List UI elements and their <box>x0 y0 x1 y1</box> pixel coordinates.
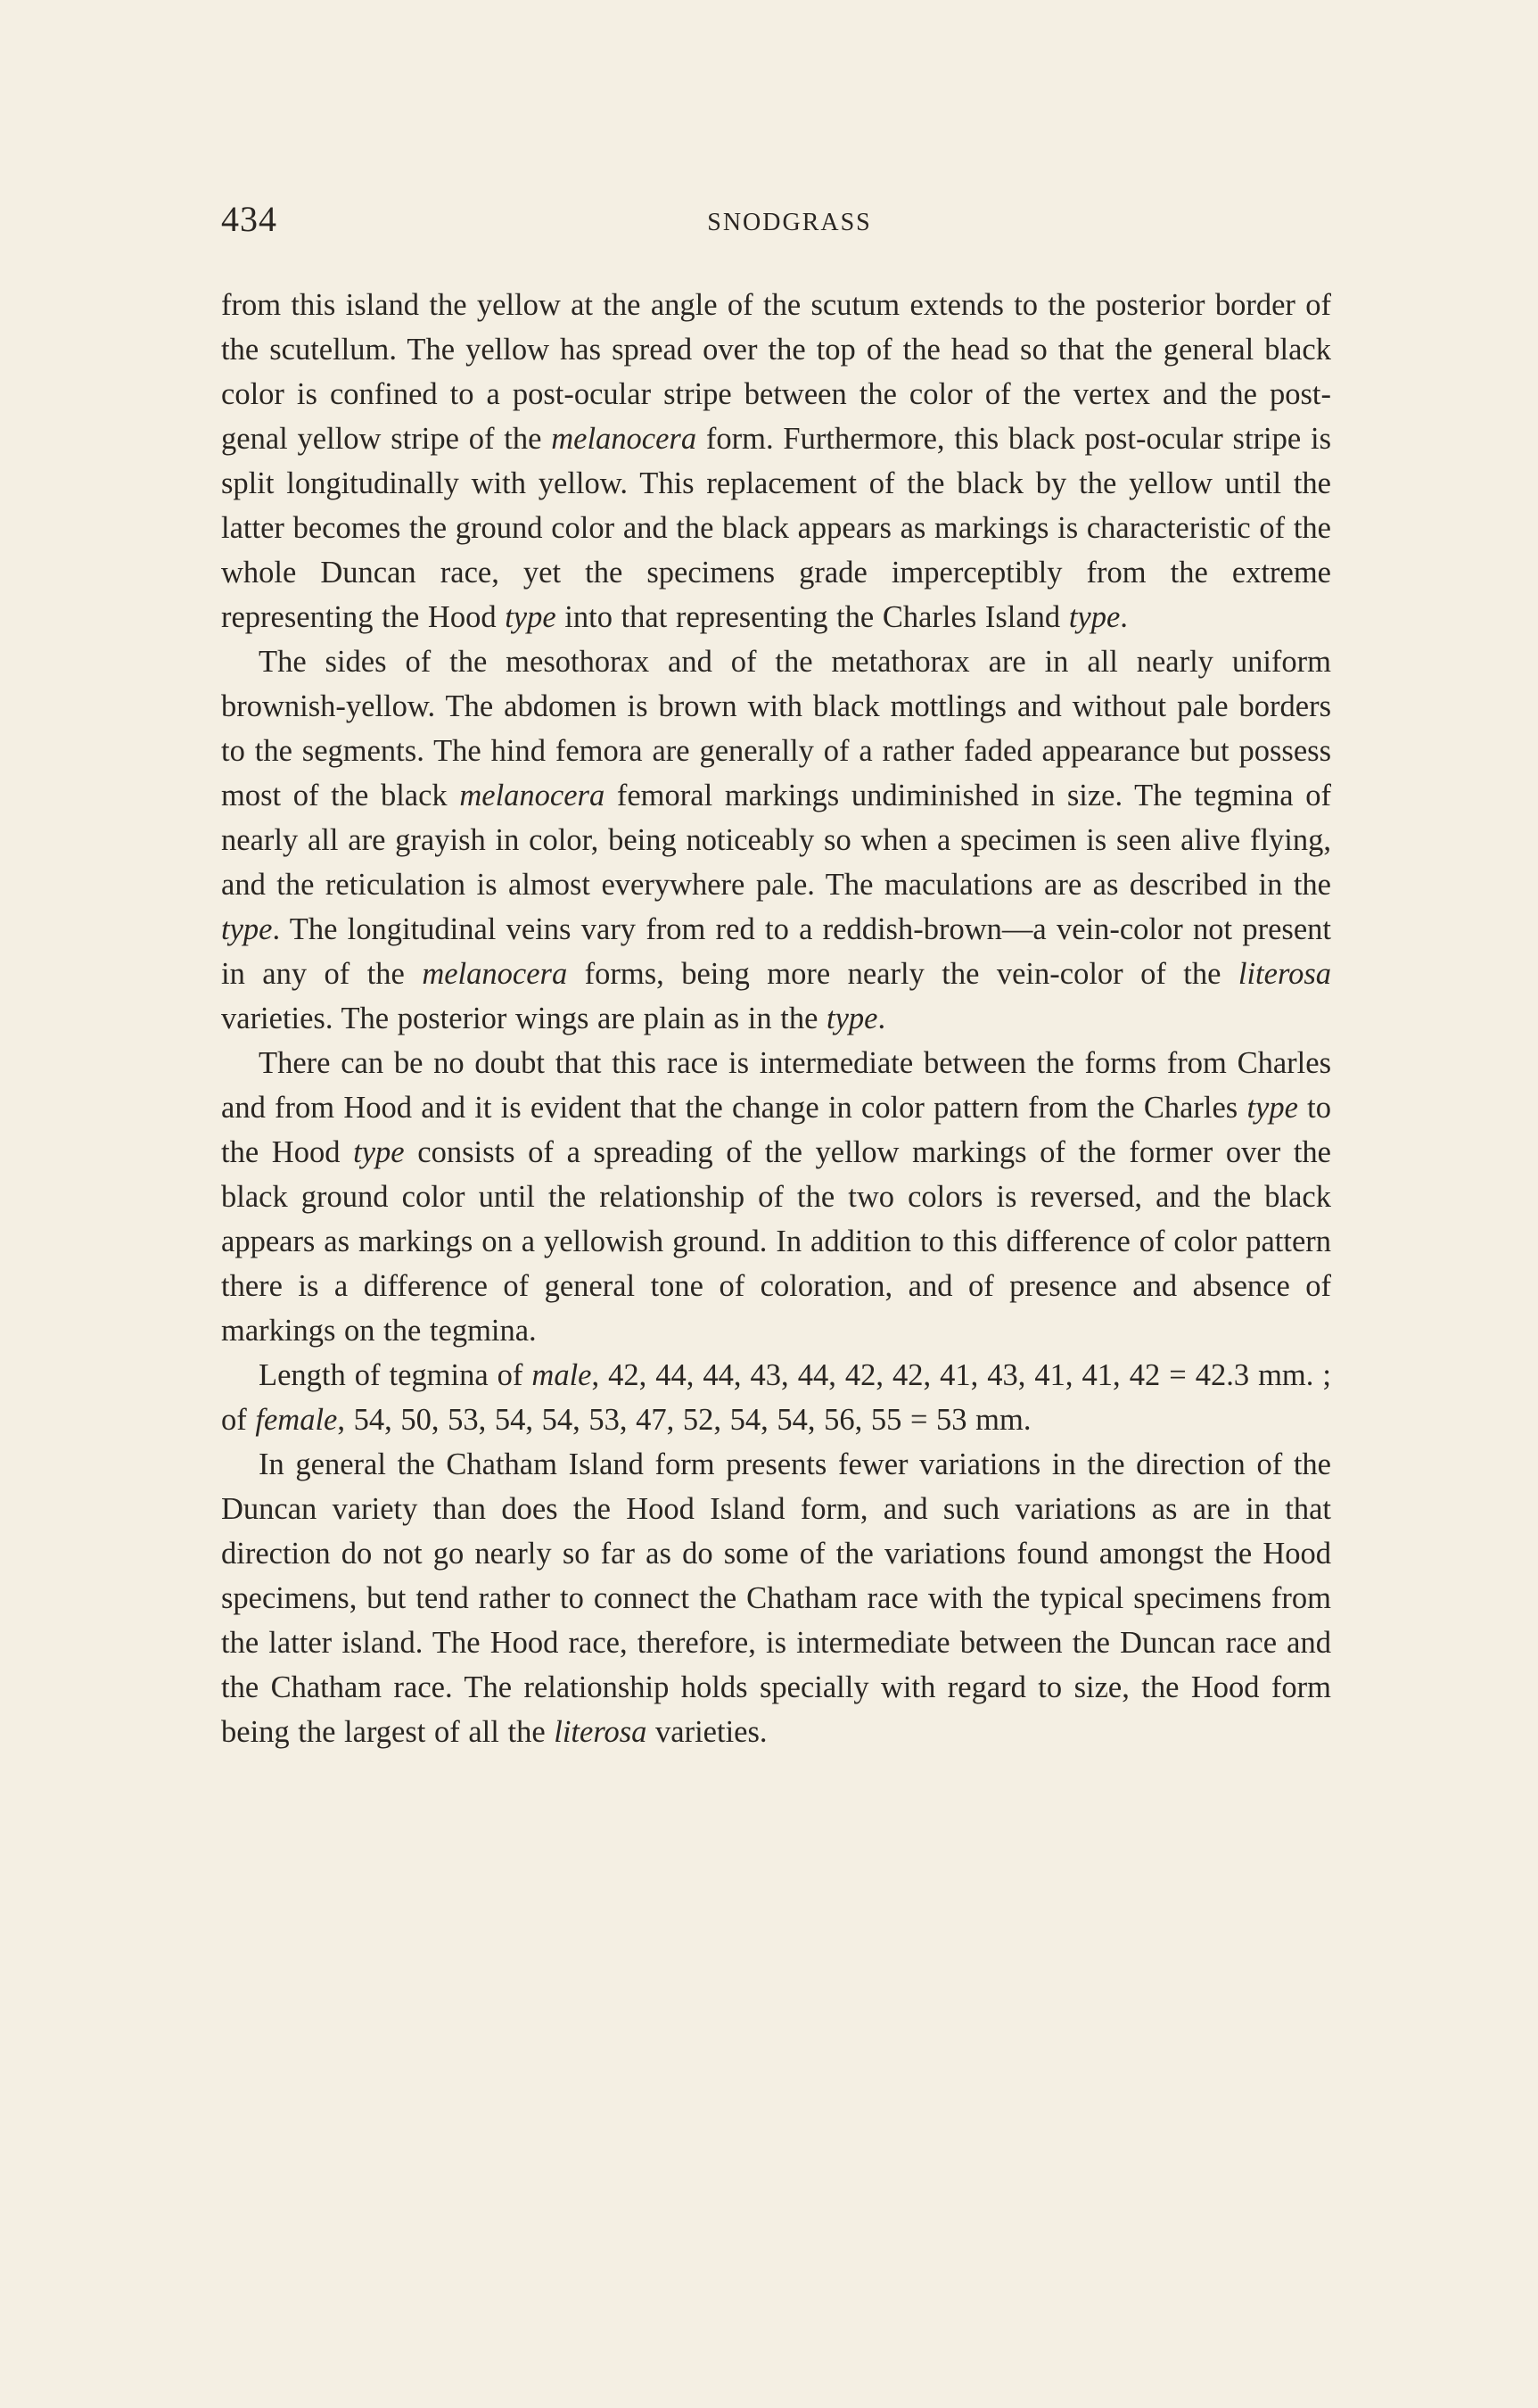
text-run: femoral markings undiminished in size. The tegmina of nearly all are grayish in color, being noticeably so when a specimen is seen alive flying, and the reticulation is almost everywhere pale. The maculations are as described in the <box>221 779 1331 902</box>
text-run: varieties. <box>646 1715 768 1749</box>
text-run: , 54, 50, 53, 54, 54, 53, 47, 52, 54, 54, 56, 55 = 53 mm. <box>337 1403 1032 1437</box>
text-run: . The longitudinal veins vary from red to a reddish-brown—a vein-color not present in any of the <box>221 912 1331 991</box>
text-run: from this island the yellow at the angle of the scutum extends to the posterior border of the scutellum. The yellow has spread over the top of the head so that the general black color is confined to a post-ocular stripe between the color of the vertex and the post-genal yellow stripe of the <box>221 288 1331 456</box>
text-run: to the Hood <box>221 1091 1331 1169</box>
text-run: . <box>877 1002 886 1035</box>
page-number: 434 <box>221 199 277 239</box>
running-head <box>221 198 1331 244</box>
running-title: SNODGRASS <box>707 209 872 236</box>
italic-term: melanocera <box>459 779 605 812</box>
body-text <box>221 283 1331 1754</box>
paragraph-2 <box>221 639 1331 1041</box>
text-run: Length of tegmina of <box>259 1358 532 1392</box>
text-run: consists of a spreading of the yellow markings of the former over the black ground color until the relationship of the two colors is reversed, and the black appears as markings on a yellowish ground. In addition to this difference of color pattern there is a difference of general tone of coloration, and of presence and absence of markings on the tegmina. <box>221 1135 1331 1348</box>
text-run: into that representing the Charles Island <box>555 600 1069 634</box>
italic-term: type <box>505 600 556 634</box>
text-run: forms, being more nearly the vein-color of the <box>567 957 1238 991</box>
text-run: varieties. The posterior wings are plain as in the <box>221 1002 827 1035</box>
text-run: form. Furthermore, this black post-ocular stripe is split longitudinally with yellow. This replacement of the black by the yellow until the latter becomes the ground color and the black appears as markings is characteristic of the whole Duncan race, yet the specimens grade imperceptibly from the extreme representing the Hood <box>221 422 1331 634</box>
text-run: In general the Chatham Island form presents fewer variations in the direction of the Duncan variety than does the Hood Island form, and such variations as are in that direction do not go nearly so far as do some of the variations found amongst the Hood specimens, but tend rather to connect the Chatham race with the typical specimens from the latter island. The Hood race, therefore, is intermediate between the Duncan race and the Chatham race. The relationship holds specially with regard to size, the Hood form being the largest of all the <box>221 1447 1331 1749</box>
italic-term: literosa <box>1238 957 1332 991</box>
paragraph-5 <box>221 1442 1331 1754</box>
italic-term: type <box>1068 600 1121 634</box>
text-run: The sides of the mesothorax and of the metathorax are in all nearly uniform brownish-yellow. The abdomen is brown with black mottlings and without pale borders to the segments. The hind femora are generally of a rather faded appearance but possess most of the black <box>221 645 1331 812</box>
italic-term: melanocera <box>551 422 697 456</box>
text-run: There can be no doubt that this race is intermediate between the forms from Charles and from Hood and it is evident that the change in color pattern from the Charles <box>221 1046 1331 1125</box>
italic-term: type <box>353 1135 405 1169</box>
italic-term: literosa <box>554 1715 647 1749</box>
paragraph-4 <box>221 1353 1331 1442</box>
text-run: . <box>1120 600 1128 634</box>
italic-term: male <box>531 1358 592 1392</box>
italic-term: melanocera <box>422 957 568 991</box>
italic-term: type <box>1246 1091 1298 1125</box>
text-run: , 42, 44, 44, 43, 44, 42, 42, 41, 43, 41, 41, 42 = 42.3 mm. ; of <box>221 1358 1331 1437</box>
paragraph-1 <box>221 283 1331 639</box>
italic-term: female <box>255 1403 338 1437</box>
paragraph-3 <box>221 1041 1331 1353</box>
italic-term: type <box>221 912 273 946</box>
italic-term: type <box>827 1002 878 1035</box>
